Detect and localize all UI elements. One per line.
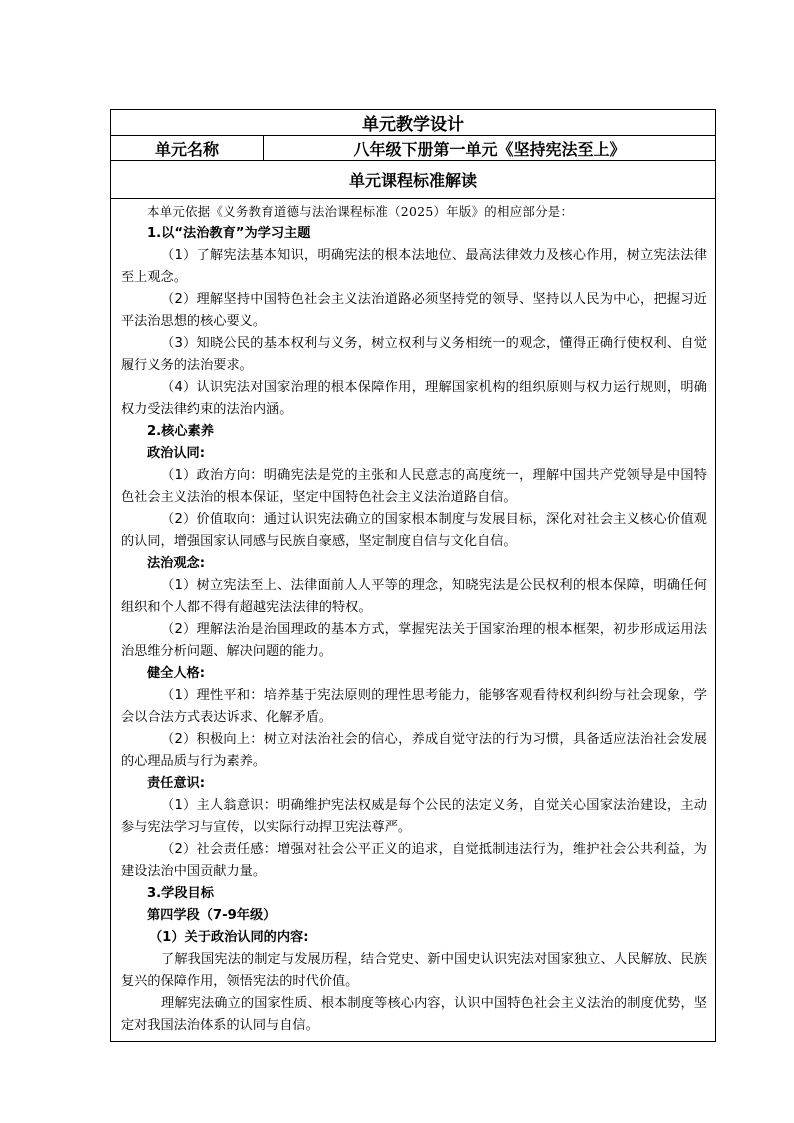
group-label: 健全人格: (147, 666, 206, 681)
unit-name-value: 八年级下册第一单元《坚持宪法至上》 (353, 139, 626, 159)
heading-1: 1.以“法治教育”为学习主题 (147, 226, 311, 241)
group-item: （1）理性平和：培养基于宪法原则的理性思考能力，能够客观看待权利纠纷与社会现象，学会以合法方式表达诉求、化解矛盾。 (121, 688, 707, 725)
stage-item: 了解我国宪法的制定与发展历程，结合党史、新中国史认识宪法对国家独立、人民解放、民族复兴的保障作用，领悟宪法的时代价值。 (121, 952, 707, 989)
h1-item: （2）理解坚持中国特色社会主义法治道路必须坚持党的领导、坚持以人民为中心，把握习近平法治思想的核心要义。 (121, 292, 707, 329)
group-item: （1）树立宪法至上、法律面前人人平等的理念，知晓宪法是公民权利的根本保障，明确任何组织和个人都不得有超越宪法法律的特权。 (121, 578, 707, 615)
h1-item: （3）知晓公民的基本权利与义务，树立权利与义务相统一的观念，懂得正确行使权利、自觉履行义务的法治要求。 (121, 336, 707, 373)
section-title: 单元课程标准解读 (111, 161, 715, 199)
h1-item: （4）认识宪法对国家治理的根本保障作用，理解国家机构的组织原则与权力运行规则，明确权力受法律约束的法治内涵。 (121, 380, 707, 417)
standards-content (111, 199, 715, 1041)
group-label: 政治认同: (147, 446, 206, 461)
stage-label: 第四学段（7-9年级） (147, 908, 277, 923)
unit-name-label: 单元名称 (111, 136, 264, 160)
heading-3: 3.学段目标 (147, 886, 214, 901)
heading-2: 2.核心素养 (147, 424, 214, 439)
group-item: （2）价值取向：通过认识宪法确立的国家根本制度与发展目标，深化对社会主义核心价值观的认同，增强国家认同感与民族自豪感，坚定制度自信与文化自信。 (121, 512, 707, 549)
group-item: （2）积极向上：树立对法治社会的信心，养成自觉守法的行为习惯，具备适应法治社会发展的心理品质与行为素养。 (121, 732, 707, 769)
group-item: （2）理解法治是治国理政的基本方式，掌握宪法关于国家治理的根本框架，初步形成运用法治思维分析问题、解决问题的能力。 (121, 622, 707, 659)
table-title: 单元教学设计 (111, 110, 715, 136)
group-label: 法治观念: (147, 556, 206, 571)
h1-item: （1）了解宪法基本知识，明确宪法的根本法地位、最高法律效力及核心作用，树立宪法法律至上观念。 (121, 248, 707, 285)
group-label: 责任意识: (147, 776, 206, 791)
intro-text: 本单元依据《义务教育道德与法治课程标准（2025）年版》的相应部分是： (147, 204, 574, 219)
group-item: （1）主人翁意识：明确维护宪法权威是每个公民的法定义务，自觉关心国家法治建设，主动参与宪法学习与宣传，以实际行动捍卫宪法尊严。 (121, 798, 707, 835)
group-item: （1）政治方向：明确宪法是党的主张和人民意志的高度统一，理解中国共产党领导是中国特色社会主义法治的根本保证，坚定中国特色社会主义法治道路自信。 (121, 468, 707, 505)
unit-name-row (111, 136, 715, 161)
stage-item: 理解宪法确立的国家性质、根本制度等核心内容，认识中国特色社会主义法治的制度优势，坚定对我国法治体系的认同与自信。 (121, 996, 707, 1033)
stage-subheading: （1）关于政治认同的内容: (149, 930, 309, 945)
group-item: （2）社会责任感：增强对社会公平正义的追求，自觉抵制违法行为，维护社会公共利益，为建设法治中国贡献力量。 (121, 842, 707, 879)
unit-design-table (110, 109, 716, 1042)
